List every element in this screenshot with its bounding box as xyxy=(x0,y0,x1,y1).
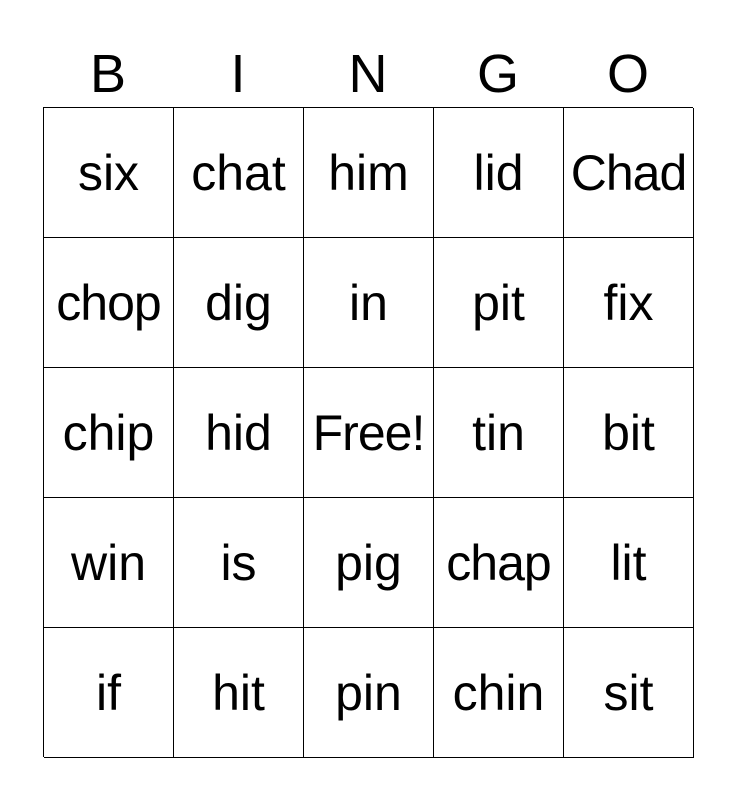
bingo-cell: bit xyxy=(564,368,694,498)
bingo-cell: pit xyxy=(434,238,564,368)
bingo-board xyxy=(43,107,693,757)
bingo-cell: chat xyxy=(174,108,304,238)
bingo-cell: lit xyxy=(564,498,694,628)
bingo-cell: six xyxy=(44,108,174,238)
header-letter-b: B xyxy=(89,44,127,104)
bingo-cell: in xyxy=(304,238,434,368)
bingo-cell: dig xyxy=(174,238,304,368)
bingo-cell: lid xyxy=(434,108,564,238)
header-letter-o: O xyxy=(606,44,649,104)
bingo-cell: Chad xyxy=(564,108,694,238)
header-letter-i: I xyxy=(230,44,246,104)
bingo-cell: if xyxy=(44,628,174,758)
bingo-cell: chin xyxy=(434,628,564,758)
bingo-cell: chap xyxy=(434,498,564,628)
bingo-cell: is xyxy=(174,498,304,628)
bingo-cell: sit xyxy=(564,628,694,758)
bingo-cell: chop xyxy=(44,238,174,368)
bingo-cell: hit xyxy=(174,628,304,758)
free-space-cell: Free! xyxy=(304,368,434,498)
bingo-header xyxy=(43,42,693,106)
bingo-cell: fix xyxy=(564,238,694,368)
bingo-cell: hid xyxy=(174,368,304,498)
bingo-cell: tin xyxy=(434,368,564,498)
bingo-cell: win xyxy=(44,498,174,628)
bingo-cell: pig xyxy=(304,498,434,628)
bingo-cell: chip xyxy=(44,368,174,498)
bingo-cell: pin xyxy=(304,628,434,758)
header-letter-g: G xyxy=(476,44,519,104)
header-letter-n: N xyxy=(348,44,388,104)
bingo-cell: him xyxy=(304,108,434,238)
